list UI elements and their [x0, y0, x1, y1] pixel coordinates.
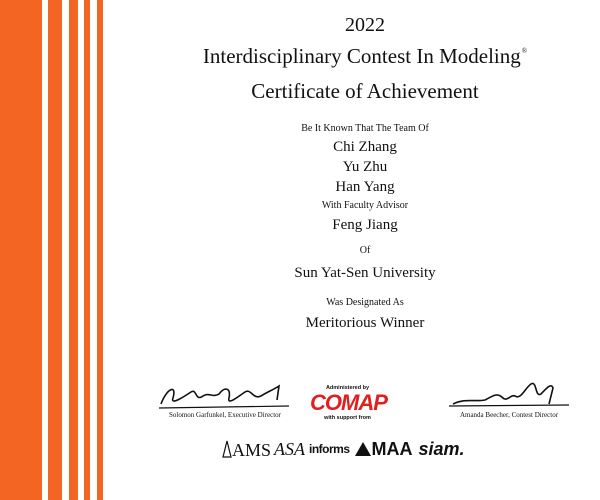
intro-text: Be It Known That The Team Of: [301, 123, 429, 134]
certificate-title: Certificate of Achievement: [251, 79, 479, 103]
administrator-block: [310, 385, 385, 421]
team-member: Chi Zhang: [333, 139, 397, 155]
asa-logo: ASA: [274, 439, 306, 459]
left-signature-caption: Solomon Garfunkel, Executive Director: [169, 411, 281, 419]
registered-mark: ®: [521, 47, 528, 55]
informs-logo: informs: [309, 442, 350, 456]
decorative-stripes: [0, 0, 130, 500]
sponsor-logos: [222, 436, 465, 462]
left-signature-block: [155, 378, 295, 419]
siam-logo: siam.: [418, 439, 465, 459]
advisor-intro: With Faculty Advisor: [321, 200, 409, 211]
team-member: Han Yang: [335, 179, 395, 195]
team-member: Yu Zhu: [342, 159, 388, 175]
orange-stripe: [48, 0, 62, 500]
administered-by-label: Administered by: [325, 385, 370, 391]
signature-graphic: [155, 378, 295, 410]
contest-name: [130, 44, 600, 69]
support-label: with support from: [324, 415, 371, 421]
orange-stripe: [0, 0, 42, 500]
university-name: Sun Yat-Sen University: [294, 265, 436, 281]
certificate-body: [130, 0, 600, 500]
ams-mark-icon: [222, 440, 232, 458]
contest-name-text: Interdisciplinary Contest In Modeling: [202, 44, 521, 68]
signature-graphic: [445, 378, 573, 410]
maa-mark-icon: [354, 440, 372, 458]
certificate-year: 2022: [345, 14, 385, 36]
of-label: Of: [359, 245, 371, 256]
right-signature-caption: Amanda Beecher, Contest Director: [459, 411, 559, 419]
ams-text: AMS: [232, 439, 272, 460]
designated-text: Was Designated As: [326, 297, 404, 308]
orange-stripe: [69, 0, 78, 500]
award-title: Meritorious Winner: [305, 315, 425, 331]
comap-logo: COMAP: [310, 390, 387, 415]
ams-logo: [222, 440, 271, 459]
orange-stripe: [84, 0, 90, 500]
right-signature-block: [445, 378, 573, 419]
orange-stripe: [97, 0, 103, 500]
maa-logo: [354, 440, 413, 458]
maa-text: MAA: [371, 439, 413, 459]
advisor-name: Feng Jiang: [332, 217, 398, 233]
